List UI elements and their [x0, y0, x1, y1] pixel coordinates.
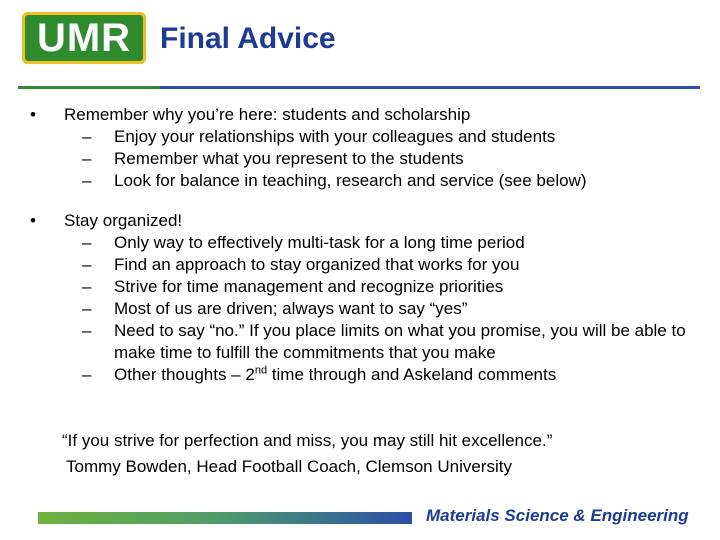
- sub-item-text-part: time through and Askeland comments: [267, 365, 557, 384]
- sub-item: [82, 126, 690, 148]
- dash: –: [82, 277, 92, 296]
- dash: –: [82, 321, 92, 340]
- quote-text: “If you strive for perfection and miss, you may still hit excellence.”: [62, 431, 553, 450]
- sub-item-text: Only way to effectively multi-task for a long time period: [114, 233, 525, 252]
- sub-item-text: Enjoy your relationships with your colleagues and students: [114, 127, 556, 146]
- superscript: nd: [254, 364, 268, 377]
- sub-item-text: Strive for time management and recognize priorities: [114, 277, 504, 296]
- sub-item: [82, 170, 690, 192]
- sub-item-text: Remember what you represent to the students: [114, 149, 464, 168]
- header-rule-green: [18, 86, 160, 89]
- footer-department: Materials Science & Engineering: [426, 506, 689, 525]
- header-rule: [160, 86, 700, 89]
- dash: –: [82, 233, 92, 252]
- sub-item-text: [114, 364, 690, 386]
- sub-item-text: Need to say “no.” If you place limits on what you promise, you will be able to make time to fulfill the commitments that you make: [114, 321, 686, 362]
- umr-logo: [22, 12, 146, 64]
- quote-block: [62, 428, 552, 480]
- sub-item: [82, 320, 690, 364]
- sub-item: [82, 276, 690, 298]
- slide-content: [30, 104, 690, 386]
- sub-item-text-part: Other thoughts – 2: [114, 365, 255, 384]
- footer-gradient-bar: [38, 512, 412, 524]
- sub-item: [82, 364, 690, 386]
- sub-item: [82, 298, 690, 320]
- bullet-2: [30, 210, 690, 232]
- sub-item: [82, 232, 690, 254]
- dash: –: [82, 149, 92, 168]
- bullet-1: [30, 104, 690, 126]
- page-title: Final Advice: [160, 22, 336, 55]
- dash: –: [82, 299, 92, 318]
- logo-text: UMR: [36, 16, 132, 60]
- bullet-dot: •: [30, 211, 36, 230]
- sub-item-text: Look for balance in teaching, research and service (see below): [114, 171, 587, 190]
- bullet-2-text: Stay organized!: [64, 211, 183, 230]
- dash: –: [82, 127, 92, 146]
- dash: –: [82, 171, 92, 190]
- sub-item-text: Find an approach to stay organized that works for you: [114, 255, 520, 274]
- quote-attribution: Tommy Bowden, Head Football Coach, Clemson University: [66, 457, 512, 476]
- dash: –: [82, 255, 92, 274]
- bullet-dot: •: [30, 105, 36, 124]
- sub-item-text: Most of us are driven; always want to say “yes”: [114, 299, 468, 318]
- sub-item: [82, 254, 690, 276]
- bullet-1-text: Remember why you’re here: students and scholarship: [64, 105, 471, 124]
- dash: –: [82, 365, 92, 384]
- sub-item: [82, 148, 690, 170]
